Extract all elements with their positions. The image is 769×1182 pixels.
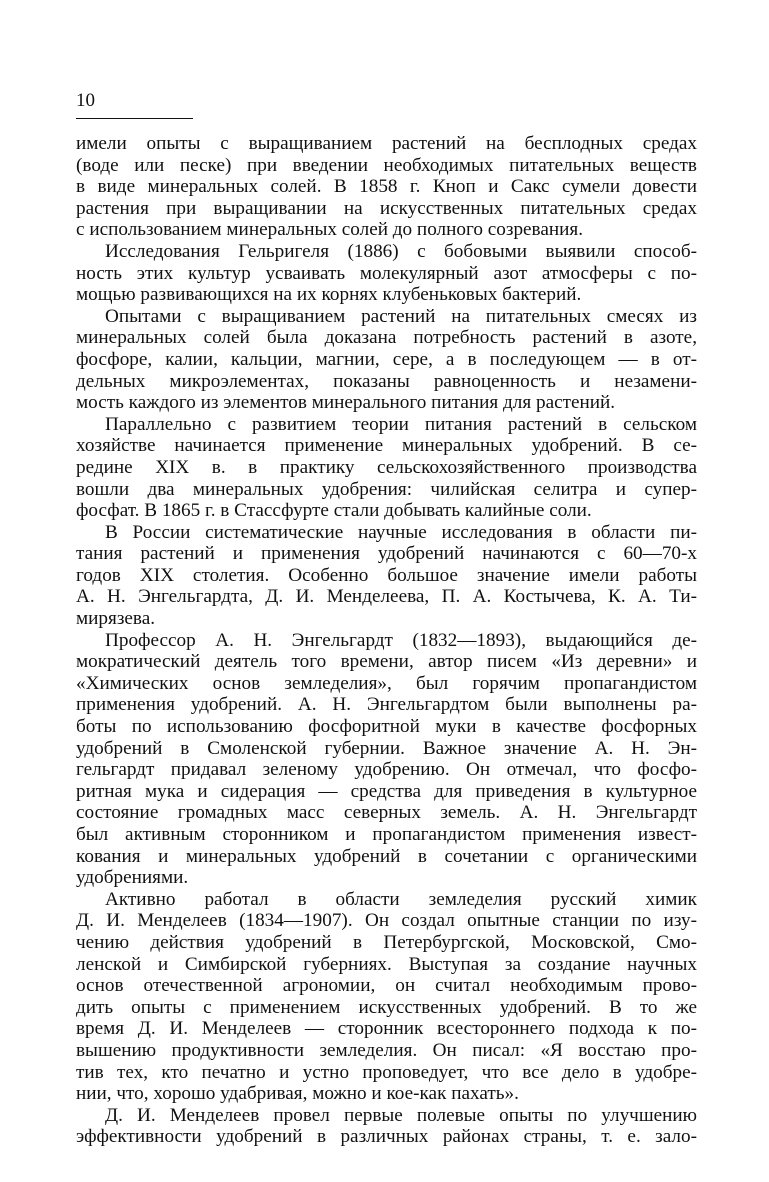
text-line: В России систематические научные исследования в области пи- [105,521,697,543]
text-line: тив тех, кто печатно и устно проповедует, что все дело в удобре- [76,1061,697,1083]
text-line: ность этих культур усваивать молекулярный азот атмосферы с по- [76,262,697,284]
paragraph [76,241,697,306]
paragraph [76,306,697,414]
text-line: Активно работал в области земледелия русский химик [105,888,697,910]
text-line: мость каждого из элементов минерального питания для растений. [76,392,616,414]
text-line: Параллельно с развитием теории питания растений в сельском [105,413,697,435]
text-line: в виде минеральных солей. В 1858 г. Кноп и Сакс сумели довести [76,176,697,198]
text-line: ритная мука и сидерация — средства для приведения в культурное [76,780,697,802]
text-line: нии, что, хорошо удабривая, можно и кое-как пахать». [76,1083,519,1105]
text-line: состояние громадных масс северных земель. А. Н. Энгельгардт [76,802,697,824]
text-line: Опытами с выращиванием растений на питательных смесях из [105,305,697,327]
paragraph [76,414,697,522]
text-line: с использованием минеральных солей до полного созревания. [76,219,584,241]
text-line: кования и минеральных удобрений в сочетании с органическими [76,845,697,867]
text-line: мощью развивающихся на их корнях клубеньковых бактерий. [76,284,582,306]
text-line: фосфоре, калии, кальции, магнии, сере, а в последующем — в от- [76,348,697,370]
text-line: ленской и Симбирской губерниях. Выступая за создание научных [76,953,697,975]
text-line: удобрениями. [76,867,189,889]
text-line: эффективности удобрений в различных районах страны, т. е. зало- [76,1126,697,1148]
text-line: годов XIX столетия. Особенно большое значение имели работы [76,564,697,586]
text-line: дить опыты с применением искусственных удобрений. В то же [76,996,697,1018]
text-line: «Химических основ земледелия», был горячим пропагандистом [76,672,697,694]
text-line: мократический деятель того времени, автор писем «Из деревни» и [76,651,697,673]
text-line: редине XIX в. в практику сельскохозяйственного производства [76,456,697,478]
text-line: Д. И. Менделеев (1834—1907). Он создал опытные станции по изу- [76,910,697,932]
text-line: тания растений и применения удобрений начинаются с 60—70-х [76,543,697,565]
text-line: минеральных солей была доказана потребность растений в азоте, [76,327,697,349]
text-line: Исследования Гельригеля (1886) с бобовыми выявили способ- [105,240,697,262]
text-line: Профессор А. Н. Энгельгардт (1832—1893), выдающийся де- [105,629,697,651]
paragraph [76,1105,697,1148]
text-line: время Д. И. Менделеев — сторонник всестороннего подхода к по- [76,1018,697,1040]
text-line: растения при выращивании на искусственных питательных средах [76,197,697,219]
text-line: боты по использованию фосфоритной муки в качестве фосфорных [76,716,697,738]
text-line: дельных микроэлементах, показаны равноценность и незамени- [76,370,697,392]
body-text [76,133,697,1148]
text-line: фосфат. В 1865 г. в Стассфурте стали добывать калийные соли. [76,500,592,522]
paragraph [76,630,697,889]
text-line: мирязева. [76,608,156,630]
paragraph [76,889,697,1105]
text-line: был активным сторонником и пропагандистом применения извест- [76,824,697,845]
page-number: 10 [76,90,95,111]
text-line: чению действия удобрений в Петербургской, Московской, Смо- [76,931,697,953]
text-line: имели опыты с выращиванием растений на бесплодных средах [76,133,697,154]
text-line: применения удобрений. А. Н. Энгельгардтом были выполнены ра- [76,694,697,716]
text-line: хозяйстве начинается применение минеральных удобрений. В се- [76,435,697,457]
text-line: гельгардт придавал зеленому удобрению. Он отмечал, что фосфо- [76,759,697,781]
text-line: А. Н. Энгельгардта, Д. И. Менделеева, П. А. Костычева, К. А. Ти- [76,586,697,608]
paragraph [76,133,697,241]
text-line: основ отечественной агрономии, он считал необходимым прово- [76,975,697,997]
text-line: вошли два минеральных удобрения: чилийская селитра и супер- [76,478,697,500]
text-line: Д. И. Менделеев провел первые полевые опыты по улучшению [105,1104,697,1126]
text-line: удобрений в Смоленской губернии. Важное значение А. Н. Эн- [76,737,697,759]
paragraph [76,522,697,630]
text-line: (воде или песке) при введении необходимых питательных веществ [76,154,697,176]
header-rule [76,118,193,119]
text-line: вышению продуктивности земледелия. Он писал: «Я восстаю про- [76,1039,697,1061]
